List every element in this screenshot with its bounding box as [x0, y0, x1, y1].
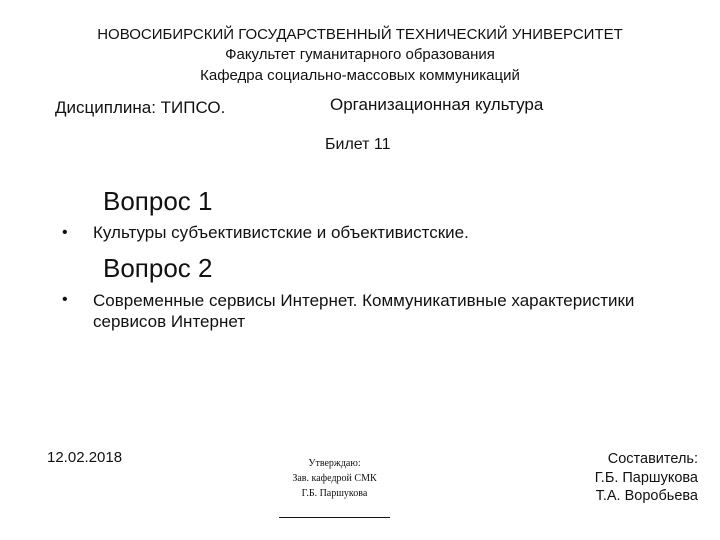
ticket-number: Билет 11 — [325, 136, 391, 153]
discipline-label: Дисциплина: ТИПСО. — [55, 98, 226, 117]
faculty-name: Факультет гуманитарного образования — [225, 46, 495, 63]
subject-title: Организационная культура — [330, 95, 544, 114]
approval-name: Г.Б. Паршукова — [301, 488, 368, 499]
question-1-heading: Вопрос 1 — [103, 186, 213, 216]
department-name: Кафедра социально-массовых коммуникаций — [200, 67, 520, 84]
composer-block — [560, 450, 698, 506]
approval-block — [278, 456, 391, 501]
composer-name: Г.Б. Паршукова — [594, 469, 698, 486]
approval-position: Зав. кафедрой СМК — [292, 473, 377, 484]
signature-line — [279, 517, 390, 518]
composer-label: Составитель: — [607, 451, 698, 467]
question-1-text: Культуры субъективистские и объективистские. — [93, 223, 469, 242]
bullet-icon: • — [62, 291, 68, 308]
composer-name: Т.А. Воробьева — [595, 488, 698, 504]
university-name: НОВОСИБИРСКИЙ ГОСУДАРСТВЕННЫЙ ТЕХНИЧЕСКИЙ УНИВЕРСИТЕТ — [97, 26, 623, 43]
question-2-heading: Вопрос 2 — [103, 253, 213, 283]
ticket-date: 12.02.2018 — [47, 449, 123, 466]
bullet-icon: • — [62, 224, 68, 241]
question-2-text: Современные сервисы Интернет. Коммуникативные характеристики сервисов Интернет — [93, 291, 635, 331]
approval-label: Утверждаю: — [308, 458, 361, 469]
